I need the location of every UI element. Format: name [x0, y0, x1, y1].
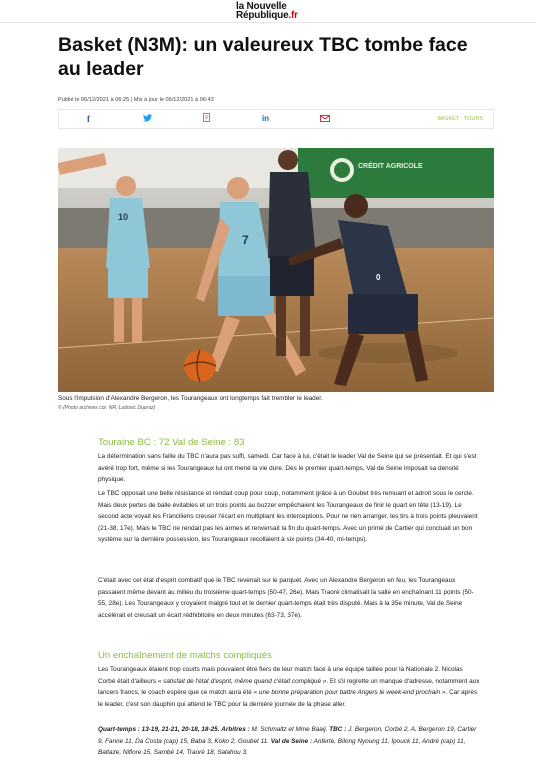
section-heading-matchs: Un enchaînement de matchs compliqués — [98, 650, 272, 661]
section-heading-score: Touraine BC : 72 Val de Seine : 83 — [98, 437, 245, 448]
article-title: Basket (N3M): un valeureux TBC tombe face au leader — [58, 34, 468, 80]
paragraph-1: La détermination sans faille du TBC n'aura pas suffi, samedi. Car face à lui, c'était le leader Val de Seine qui se présentait. Et qui s'est avéré trop fort, même si les Tourangeaux lui ont mené la vie dure. Dès le premier quart-temps, Val de Seine imposait sa densité physique. — [98, 453, 477, 484]
logo-tld: .fr — [288, 10, 298, 21]
photo-caption: Sous l'impulsion d'Alexandre Bergeron, les Tourangeaux ont longtemps fait trembler le leader. — [58, 395, 323, 402]
twitter-icon[interactable] — [118, 110, 177, 128]
logo-line1: la Nouvelle — [236, 1, 287, 12]
article-tags[interactable]: BASKET · TOURS — [437, 116, 483, 122]
tbc-roster: J. Bergeron, Corbé 2, A. Bergeron 19, Cartier 9, Fanne 11, Da Costa (cap) 15, Baba 3, Koko 2, Goubet 11. — [98, 726, 477, 745]
referees-text: M. Schmaltz et Mme Baaij. — [249, 726, 328, 733]
tbc-label: TBC : — [329, 726, 347, 733]
vds-roster: Anferte, Bilong Nyoung 11, Ipouck 11, André (cap) 11, Baltaze, Niflore 15, Sambé 14, Traoré 18, Salahou 3. — [98, 737, 466, 757]
mail-icon[interactable] — [295, 110, 354, 128]
article-meta: Publié le 06/12/2021 à 06:25 | Mis à jour le 06/12/2021 à 06:43 — [58, 97, 214, 103]
article-photo — [58, 148, 494, 392]
coach-quote-2: « une bonne préparation pour battre Angers le week-end prochain » — [253, 689, 446, 697]
photo-credit: © (Photo archives cor. NR, Ludovic Dupraz) — [58, 405, 156, 411]
svg-text:10: 10 — [118, 212, 129, 222]
quarter-scores: Quart-temps : 13-19, 21-21, 20-18, 18-25. — [98, 726, 220, 733]
site-header — [0, 0, 536, 23]
svg-text:7: 7 — [242, 233, 249, 247]
paragraph-2: Le TBC opposait une belle résistance et rendait coup pour coup, notamment grâce à un Goubet très remuant et adroit sous le cercle. Mais deux pertes de balle évitables et un trois points au buzzer empêchaient les Tourangeaux de finir le quart en tête (13-19). Le second acte voyait les Franciliens creuser l'écart en multipliant les interceptions. Pour ne rien arranger, les tirs à trois points pleuvaient (21-38, 17e). Mais le TBC ne rendait pas les armes et renversait la fin du quart-temps. Avec un primé de Cartier qui concluait un bon système sur la dernière possession, les Tourangeaux recollaient à six points (34-40, mi-temps). — [98, 490, 478, 544]
referees-label: Arbitres : — [221, 726, 250, 733]
print-icon[interactable] — [177, 110, 236, 128]
logo-line2: République — [236, 10, 289, 21]
basketball — [184, 350, 216, 382]
facebook-icon[interactable]: f — [87, 114, 90, 124]
coach-quote-1: « satisfait de l'état d'esprit, même quand c'était compliqué » — [157, 677, 327, 685]
paragraph-4: Les Tourangeaux étaient trop courts mais pouvaient être fiers de leur match face à une équipe taillée pour la Nationale 2. Nicolas Corbé était d'ailleurs « satisfait de l'état d'esprit, même quand c'était compliqué ». Et s'il regrette un manque d'adresse, notamment aux lancers francs, le coach espère que ce match aura été « une bonne préparation pour battre Angers le week-end prochain ». Car après le leader, c'est son dauphin qui attend le TBC pour la dernière journée de la phase aller. — [98, 666, 480, 708]
banner-text: CRÉDIT AGRICOLE — [358, 163, 423, 170]
basketball-photo-illustration — [58, 148, 494, 392]
match-details — [98, 724, 481, 759]
svg-text:0: 0 — [376, 273, 381, 282]
share-bar — [58, 109, 494, 129]
linkedin-icon[interactable]: in — [261, 114, 270, 123]
vds-label: Val de Seine : — [270, 737, 313, 745]
site-logo[interactable] — [236, 2, 298, 20]
paragraph-3: C'était avec cet état d'esprit combatif que le TBC revenait sur le parquet. Avec un Alexandre Bergeron en feu, les Tourangeaux passaient même devant au milieu du troisième quart-temps (50-47, 26e). Mais Traoré climatisait la salle en enchaînant 11 points (50-55, 28e). Les Tourangeaux y croyaient malgré tout et le dernier quart-temps était très disputé. Mais à la 35e minute, Val de Seine accélérait et creusait un écart rédhibitoire en deux minutes (63-73, 37e). — [98, 577, 474, 619]
